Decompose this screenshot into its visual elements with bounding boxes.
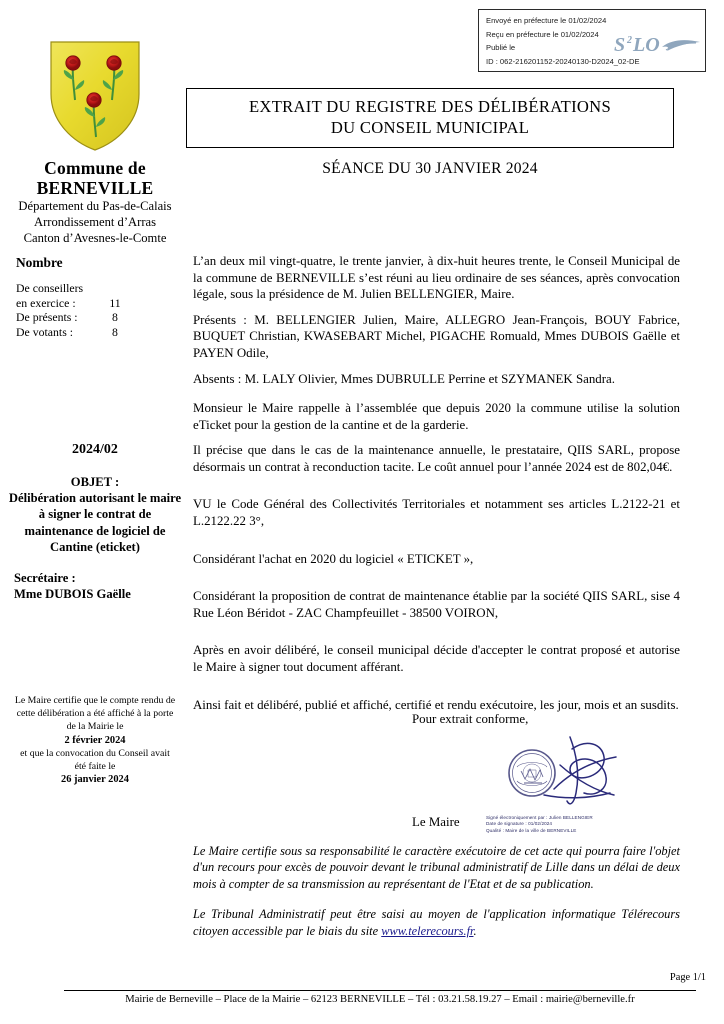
body-paragraph-4: Considérant l'achat en 2020 du logiciel « ETICKET », bbox=[193, 551, 474, 566]
body-paragraph-2: Il précise que dans le cas de la maintenance annuelle, le prestataire, QIIS SARL, propose désormais un contrat à reconduction tacite. Le coût annuel pour l’année 2024 est de 802,04€. bbox=[193, 443, 680, 474]
objet-text: Délibération autorisant le maire à signer le contrat de maintenance de logiciel de Cantine (eticket) bbox=[8, 491, 182, 554]
posting-certification-block bbox=[0, 694, 190, 786]
svg-text:S: S bbox=[614, 34, 626, 56]
prefecture-stamp-box bbox=[478, 9, 706, 72]
session-date-heading: SÉANCE DU 30 JANVIER 2024 bbox=[322, 160, 538, 177]
legal-p2-after: . bbox=[473, 923, 477, 938]
commune-header bbox=[0, 36, 190, 246]
nombre-row-conseillers bbox=[16, 281, 190, 296]
nombre-row-exercice bbox=[16, 296, 190, 311]
mayor-signature-icon bbox=[484, 727, 674, 819]
page-number: Page 1/1 bbox=[669, 972, 706, 983]
footer-contact-text: Mairie de Berneville – Place de la Mairie – 62123 BERNEVILLE – Tél : 03.21.58.19.27 – Email : mairie@berneville.fr bbox=[125, 994, 635, 1005]
certif-line2: et que la convocation du Conseil avait été faite le bbox=[20, 747, 170, 773]
secretaire-label: Secrétaire : bbox=[14, 571, 76, 585]
legal-notice-block bbox=[193, 843, 680, 953]
attendance-section bbox=[193, 253, 680, 396]
nombre-row-presents bbox=[16, 310, 190, 325]
commune-departement: Département du Pas-de-Calais bbox=[18, 199, 172, 213]
document-title-box bbox=[186, 88, 674, 148]
signature-signed-by: Signé électroniquement par : Julien BELLENGIER bbox=[486, 815, 593, 820]
presents-paragraph: Présents : M. BELLENGIER Julien, Maire, ALLEGRO Jean-François, BOUY Fabrice, BUQUET Christian, KWASEBART Michel, PIGACHE Romuald, Mmes DUBOIS Gaëlle et PAYEN Odile, bbox=[193, 312, 680, 360]
nombre-row-votants bbox=[16, 325, 190, 340]
commune-arrondissement: Arrondissement d’Arras bbox=[33, 215, 157, 229]
commune-line2: BERNEVILLE bbox=[36, 178, 154, 198]
nombre-value: 11 bbox=[109, 295, 121, 310]
certif-line1: Le Maire certifie que le compte rendu de cette délibération a été affiché à la porte de la Mairie le bbox=[14, 695, 176, 733]
prefecture-sent-line: Envoyé en préfecture le 01/02/2024 bbox=[486, 16, 607, 25]
legal-paragraph-1: Le Maire certifie sous sa responsabilité le caractère exécutoire de cet acte qui pourra faire l'objet d'un recours pour excès de pouvoir devant le tribunal administratif de Lille dans un délai de deux mois à compter de sa transmission au représentant de l'Etat et de sa publication. bbox=[193, 844, 680, 891]
nombre-value: 8 bbox=[112, 324, 118, 339]
title-line1: EXTRAIT DU REGISTRE DES DÉLIBÉRATIONS bbox=[248, 97, 611, 116]
nombre-block bbox=[0, 255, 190, 339]
body-paragraph-6: Après en avoir délibéré, le conseil municipal décide d'accepter le contrat proposé et autorise le Maire à signer tout document afférant. bbox=[193, 643, 680, 674]
signature-metadata bbox=[486, 815, 666, 834]
certif-convocation-date: 26 janvier 2024 bbox=[61, 774, 129, 786]
coat-of-arms-wrap bbox=[0, 36, 190, 154]
nombre-label: De présents : bbox=[16, 310, 78, 324]
coat-of-arms-icon bbox=[43, 36, 147, 154]
svg-text:LO: LO bbox=[633, 34, 660, 56]
secretaire-name: Mme DUBOIS Gaëlle bbox=[14, 587, 131, 601]
signature-date: Date de signature : 01/02/2024 bbox=[486, 821, 553, 827]
prefecture-received-line: Reçu en préfecture le 01/02/2024 bbox=[486, 29, 599, 39]
nombre-label: en exercice : bbox=[16, 295, 76, 310]
secretaire-block bbox=[0, 570, 190, 602]
nombre-value bbox=[102, 281, 128, 296]
legal-paragraph-2 bbox=[193, 906, 680, 939]
title-line2: DU CONSEIL MUNICIPAL bbox=[330, 118, 530, 137]
objet-block bbox=[0, 442, 190, 555]
deliberation-number: 2024/02 bbox=[72, 442, 118, 457]
signature-area bbox=[412, 712, 682, 833]
certif-posting-date: 2 février 2024 bbox=[64, 734, 126, 746]
nombre-label: De conseillers bbox=[16, 281, 84, 295]
body-paragraph-5: Considérant la proposition de contrat de maintenance établie par la société QIIS SARL, sise 4 Rue Léon Béridot - ZAC Champfeuillet - 38500 VOIRON, bbox=[193, 589, 680, 620]
legal-p2-before: Le Tribunal Administratif peut être saisi au moyen de l'application informatique Télérecours citoyen accessible par le biais du site bbox=[193, 907, 680, 938]
nombre-label: De votants : bbox=[16, 324, 74, 339]
intro-paragraph: L’an deux mil vingt-quatre, le trente janvier, à dix-huit heures trente, le Conseil Municipal de la commune de BERNEVILLE s’est réuni au lieu ordinaire de ses séances, après convocation légale, sous la présidence de M. Julien BELLENGIER, Maire. bbox=[193, 254, 680, 302]
signature-row bbox=[412, 765, 682, 833]
absents-paragraph: Absents : M. LALY Olivier, Mmes DUBRULLE Perrine et SZYMANEK Sandra. bbox=[193, 371, 615, 386]
body-paragraph-3: VU le Code Général des Collectivités Territoriales et notamment ses articles L.2122-21 et L.2122.22 3°, bbox=[193, 497, 680, 528]
commune-canton: Canton d’Avesnes-le-Comte bbox=[23, 231, 167, 245]
body-paragraph-1: Monsieur le Maire rappelle à l’assemblée que depuis 2020 la commune utilise la solution eTicket pour la gestion de la cantine et de la garderie. bbox=[193, 401, 680, 432]
deliberation-body bbox=[193, 400, 680, 722]
commune-line1: Commune de bbox=[44, 158, 146, 178]
pour-extrait-conforme-text: Pour extrait conforme, bbox=[412, 712, 529, 726]
telerecours-link[interactable]: www.telerecours.fr bbox=[381, 923, 474, 938]
prefecture-published-line: Publié le bbox=[486, 43, 516, 52]
svg-text:2: 2 bbox=[627, 35, 632, 46]
body-paragraph-7: Ainsi fait et délibéré, publié et affiché, certifié et rendu exécutoire, les jour, mois et an susdits. bbox=[193, 697, 679, 712]
objet-label: OBJET : bbox=[70, 475, 120, 489]
footer-divider bbox=[64, 990, 696, 991]
nombre-title: Nombre bbox=[16, 255, 63, 270]
prefecture-id-line: ID : 062-216201152-20240130-D2024_02-DE bbox=[486, 56, 640, 66]
signature-quality: Qualité : Maire de la ville de BERNEVILLE bbox=[486, 827, 577, 833]
signature-role-label: Le Maire bbox=[412, 815, 460, 829]
nombre-value: 8 bbox=[112, 310, 118, 324]
